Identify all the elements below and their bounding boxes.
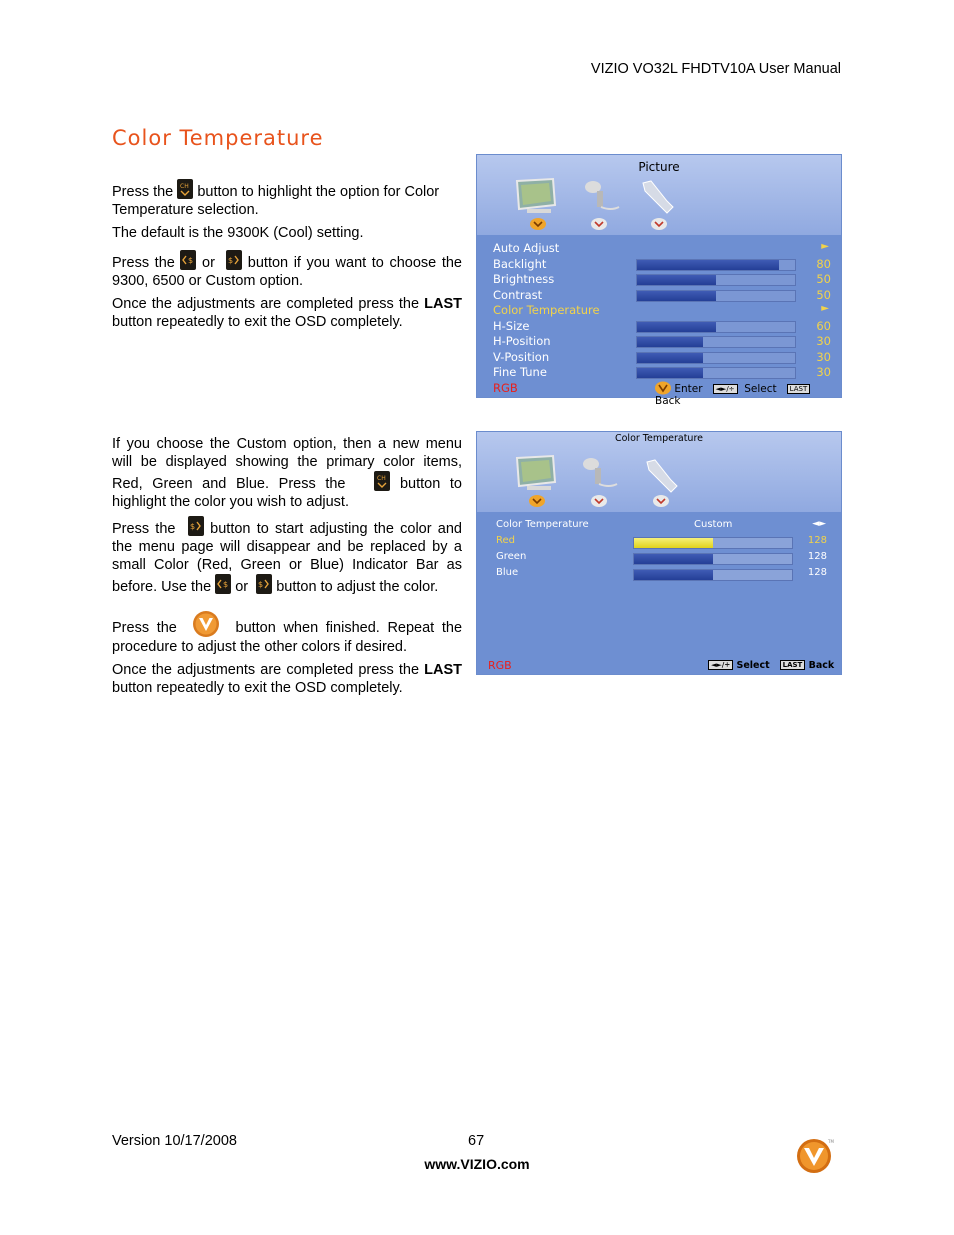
tab-chevron-icon bbox=[651, 217, 667, 231]
channel-slider[interactable] bbox=[633, 569, 793, 581]
menu-item-value: 30 bbox=[816, 365, 831, 379]
value-slider[interactable] bbox=[636, 367, 796, 379]
osd-footer-help bbox=[708, 660, 834, 671]
instructions-block-2 bbox=[112, 435, 462, 697]
menu-item-label: V-Position bbox=[493, 349, 550, 364]
instruction-p7 bbox=[112, 610, 462, 656]
select-label: Select bbox=[736, 660, 770, 671]
channel-value: 128 bbox=[807, 567, 827, 578]
vol-left-button-icon bbox=[215, 574, 231, 594]
instruction-text: Press the bbox=[112, 620, 177, 636]
selected-tab-chevron-icon bbox=[529, 494, 545, 508]
website-url: www.VIZIO.com bbox=[424, 1156, 530, 1172]
last-keyword: LAST bbox=[424, 662, 463, 678]
instruction-p8 bbox=[112, 661, 462, 697]
color-channel-red[interactable] bbox=[496, 535, 827, 549]
vol-left-button-icon bbox=[180, 250, 196, 270]
menu-item-label: Color Temperature bbox=[493, 303, 600, 317]
slider-fill bbox=[634, 554, 713, 564]
menu-item-label: Brightness bbox=[493, 272, 555, 286]
osd-title: Color Temperature bbox=[614, 433, 703, 444]
setting-label: Color Temperature bbox=[496, 519, 589, 530]
section-title: Color Temperature bbox=[112, 126, 324, 150]
instruction-text: If you choose the Custom option, then a new menu will be displayed showing the primary color items, Red, Green and Blue. Press the bbox=[112, 436, 462, 492]
instruction-text: or bbox=[202, 255, 215, 271]
version-label: Version 10/17/2008 bbox=[112, 1133, 237, 1149]
osd-color-temperature-menu bbox=[476, 431, 842, 675]
osd-picture-menu bbox=[476, 154, 842, 407]
tab-chevron-icon bbox=[653, 494, 669, 508]
vol-right-button-icon bbox=[188, 516, 204, 536]
instruction-p4 bbox=[112, 295, 462, 331]
slider-fill bbox=[637, 275, 716, 285]
channel-label: Blue bbox=[496, 567, 519, 578]
instruction-text: button repeatedly to exit the OSD completely. bbox=[112, 680, 403, 696]
input-source-label: RGB bbox=[488, 659, 512, 672]
menu-item-value: 80 bbox=[816, 256, 831, 271]
picture-icon bbox=[515, 454, 559, 494]
last-keyword: LAST bbox=[424, 296, 463, 312]
slider-fill bbox=[637, 353, 703, 363]
menu-item-label: Contrast bbox=[493, 287, 543, 302]
instruction-text: Press the bbox=[112, 184, 174, 200]
vol-right-button-icon bbox=[256, 574, 272, 594]
svg-text:$: $ bbox=[258, 580, 264, 589]
vizio-logo-icon bbox=[796, 1136, 834, 1174]
menu-item-h-size[interactable] bbox=[493, 319, 831, 333]
input-source-label: RGB bbox=[493, 381, 518, 395]
setup-icon bbox=[637, 177, 677, 217]
menu-item-label: H-Position bbox=[493, 334, 551, 348]
slider-fill bbox=[637, 322, 716, 332]
svg-text:CH: CH bbox=[180, 183, 189, 190]
instruction-p6 bbox=[112, 516, 462, 596]
menu-item-value: 30 bbox=[816, 334, 831, 348]
value-slider[interactable] bbox=[636, 259, 796, 271]
slider-fill bbox=[637, 368, 703, 378]
channel-slider[interactable] bbox=[633, 553, 793, 565]
menu-item-auto-adjust[interactable] bbox=[493, 241, 831, 255]
instruction-text: button to highlight the color you wish to adjust. bbox=[112, 476, 462, 510]
slider-fill bbox=[637, 260, 779, 270]
menu-item-fine-tune[interactable] bbox=[493, 365, 831, 379]
setting-value: Custom bbox=[694, 519, 733, 530]
svg-text:TM: TM bbox=[828, 1139, 834, 1144]
svg-text:$: $ bbox=[228, 256, 234, 265]
vol-right-button-icon bbox=[226, 250, 242, 270]
page-number: 67 bbox=[468, 1133, 485, 1149]
menu-item-backlight[interactable] bbox=[493, 257, 831, 271]
menu-item-value: 50 bbox=[816, 287, 831, 302]
last-key-icon: LAST bbox=[787, 384, 811, 394]
value-slider[interactable] bbox=[636, 290, 796, 302]
instruction-text: or bbox=[235, 579, 249, 595]
svg-text:$: $ bbox=[188, 256, 194, 265]
slider-fill bbox=[637, 337, 703, 347]
value-slider[interactable] bbox=[636, 336, 796, 348]
enter-button-icon bbox=[655, 381, 671, 395]
channel-value: 128 bbox=[807, 551, 827, 562]
tab-chevron-icon bbox=[591, 494, 607, 508]
instruction-text: button repeatedly to exit the OSD completely. bbox=[112, 314, 403, 330]
audio-icon bbox=[581, 177, 621, 217]
slider-fill bbox=[634, 570, 713, 580]
instruction-p2: The default is the 9300K (Cool) setting. bbox=[112, 225, 364, 241]
select-label: Select bbox=[744, 383, 777, 395]
svg-text:$: $ bbox=[189, 522, 196, 531]
instruction-text: button to highlight the option for Color Temperature selection. bbox=[112, 184, 440, 218]
color-channel-blue[interactable] bbox=[496, 567, 827, 581]
menu-item-contrast[interactable] bbox=[493, 288, 831, 302]
menu-item-v-position[interactable] bbox=[493, 350, 831, 364]
value-slider[interactable] bbox=[636, 274, 796, 286]
vizio-menu-button-icon bbox=[192, 610, 220, 638]
setup-icon bbox=[641, 456, 681, 496]
instruction-p1 bbox=[112, 179, 462, 219]
manual-title: VIZIO VO32L FHDTV10A User Manual bbox=[590, 61, 841, 77]
slider-fill bbox=[637, 291, 716, 301]
menu-item-brightness[interactable] bbox=[493, 272, 831, 286]
channel-value: 128 bbox=[807, 535, 827, 546]
menu-item-label: Auto Adjust bbox=[493, 241, 560, 255]
menu-item-label: H-Size bbox=[493, 318, 530, 333]
enter-label: Enter bbox=[674, 383, 703, 395]
nav-keys-icon: ◄►/÷ bbox=[708, 660, 733, 670]
menu-item-value: 50 bbox=[816, 272, 831, 286]
channel-label: Green bbox=[496, 551, 527, 562]
back-label: Back bbox=[808, 660, 835, 671]
instruction-text: button to adjust the color. bbox=[276, 579, 439, 595]
instruction-text: button when finished. Repeat the procedure to adjust the other colors if desired. bbox=[112, 620, 463, 655]
value-slider[interactable] bbox=[636, 352, 796, 364]
svg-text:CH: CH bbox=[377, 475, 387, 482]
instruction-p5 bbox=[112, 435, 462, 511]
channel-label: Red bbox=[496, 535, 515, 546]
submenu-arrow-icon: ► bbox=[821, 241, 829, 252]
value-slider[interactable] bbox=[636, 321, 796, 333]
menu-item-value: 30 bbox=[816, 349, 831, 364]
nav-keys-icon: ◄►/÷ bbox=[713, 384, 738, 394]
tab-chevron-icon bbox=[591, 217, 607, 231]
left-right-arrows-icon: ◄► bbox=[812, 519, 826, 529]
menu-item-color-temperature[interactable] bbox=[493, 303, 831, 317]
instruction-text: Once the adjustments are completed press the bbox=[112, 662, 420, 678]
instruction-text: button if you want to choose the 9300, 6500 or Custom option. bbox=[112, 255, 462, 289]
menu-item-label: Backlight bbox=[493, 256, 547, 271]
last-key-icon: LAST bbox=[780, 660, 806, 670]
instruction-text: Press the bbox=[112, 255, 175, 271]
selected-tab-chevron-icon bbox=[530, 217, 546, 231]
osd-title: Picture bbox=[638, 160, 680, 174]
audio-icon bbox=[579, 454, 619, 494]
instruction-p3 bbox=[112, 250, 462, 290]
slider-fill bbox=[634, 538, 713, 548]
osd-footer-help bbox=[655, 381, 841, 407]
menu-item-label: Fine Tune bbox=[493, 365, 547, 379]
back-label: Back bbox=[655, 395, 681, 407]
ch-down-button-icon bbox=[374, 471, 390, 491]
picture-icon bbox=[515, 177, 559, 217]
instruction-text: Once the adjustments are completed press the bbox=[112, 296, 420, 312]
svg-text:$: $ bbox=[223, 580, 229, 589]
color-channel-green[interactable] bbox=[496, 551, 827, 565]
ch-down-button-icon bbox=[177, 179, 193, 199]
channel-slider[interactable] bbox=[633, 537, 793, 549]
instructions-block-1 bbox=[112, 179, 462, 331]
menu-item-h-position[interactable] bbox=[493, 334, 831, 348]
menu-item-value: 60 bbox=[816, 318, 831, 333]
instruction-text: Press the bbox=[112, 521, 176, 537]
instruction-text: button to start adjusting the color and the menu page will disappear and be replaced by a small Color (Red, Green or Blue) Indicator Bar as before. Use the bbox=[112, 521, 462, 595]
submenu-arrow-icon: ► bbox=[821, 303, 829, 314]
